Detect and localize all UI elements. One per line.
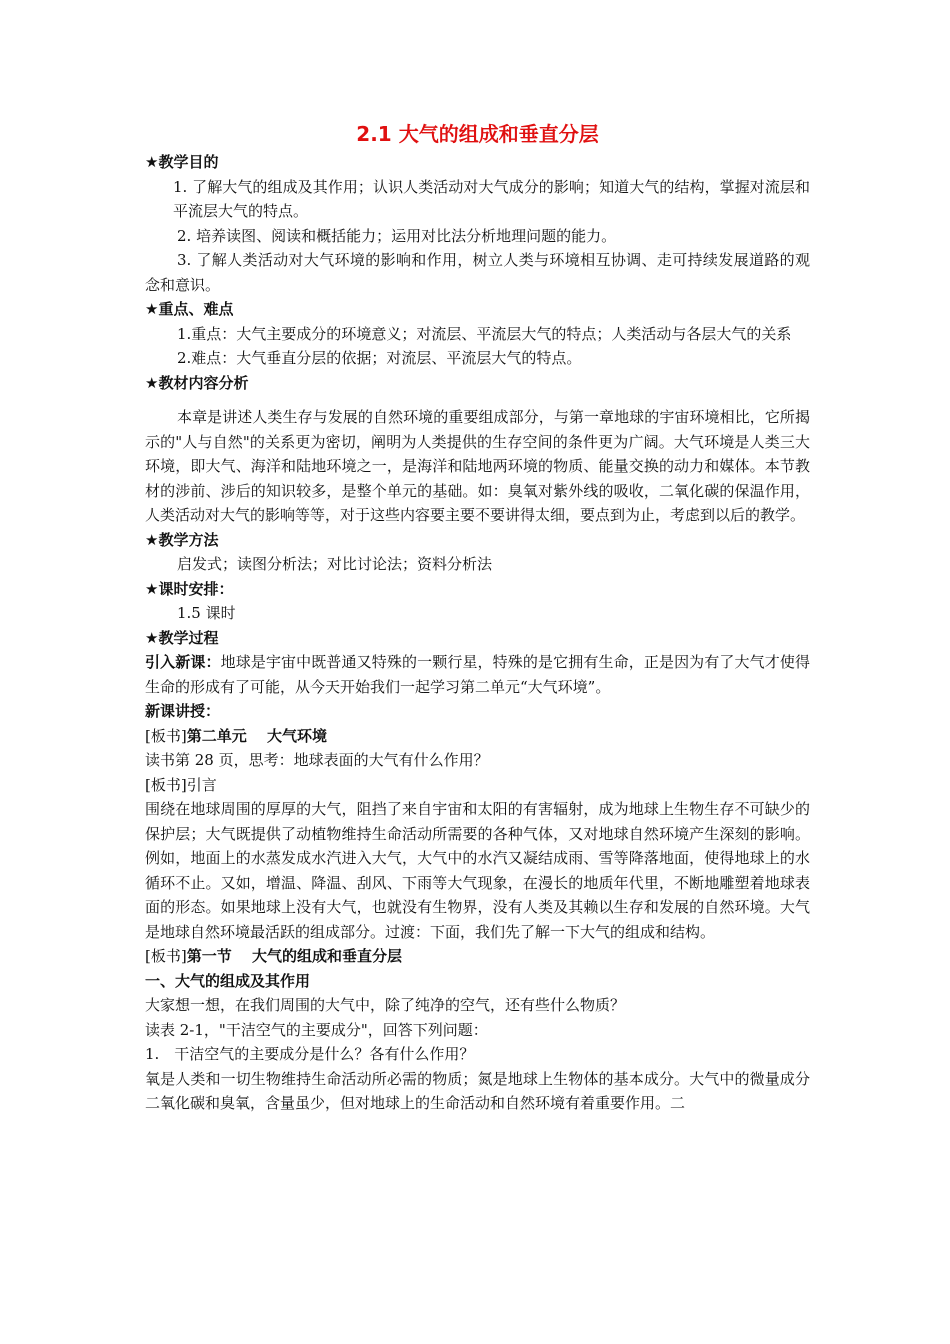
intro-paragraph-2: 围绕在地球周围的厚厚的大气，阻挡了来自宇宙和太阳的有害辐射，成为地球上生物生存不可缺少的保护层；大气既提供了动植物维持生命活动所需要的各种气体，又对地球自然环境产生深刻的影响。例如，地面上的水蒸发成水汽进入大气，大气中的水汽又凝结成雨、雪等降落地面，使得地球上的水循环不止。又如，增温、降温、刮风、下雨等大气现象，在漫长的地质年代里，不断地雕塑着地球表面的形态。如果地球上没有大气，也就没有生物界，没有人类及其赖以生存和发展的自然环境。大气是地球自然环境最活跃的组成部分。过渡：下面，我们先了解一下大气的组成和结构。 [145,800,810,941]
subsection-heading: 一、大气的组成及其作用 [145,971,311,990]
intro-text: 地球是宇宙中既普通又特殊的一颗行星，特殊的是它拥有生命，正是因为有了大气才使得生命的形成有了可能，从今天开始我们一起学习第二单元“大气环境”。 [145,653,810,696]
time-heading: ★课时安排： [145,579,234,598]
board-text: 第一节 大气的组成和垂直分层 [186,947,402,965]
read-instruction: 读书第 28 页，思考：地球表面的大气有什么作用？ [145,751,489,769]
process-heading: ★教学过程 [145,628,219,647]
board-line-3 [145,944,810,969]
method-text: 启发式；读图分析法；对比讨论法；资料分析法 [177,555,493,573]
board-text: 第二单元 大气环境 [186,726,327,745]
new-lesson-label: 新课讲授： [145,702,221,720]
document-title: 2.1 大气的组成和垂直分层 [356,122,599,146]
goals-heading: ★教学目的 [145,153,219,171]
goal-item: 3. 了解人类活动对大气环境的影响和作用，树立人类与环境相互协调、走可持续发展道路的观念和意识。 [145,251,810,294]
question-line: 大家想一想，在我们周围的大气中，除了纯净的空气，还有些什么物质？ [145,996,626,1014]
board-prefix: [板书] [145,726,187,745]
answer-paragraph: 氧是人类和一切生物维持生命活动所必需的物质；氮是地球上生物体的基本成分。大气中的微量成分二氧化碳和臭氧，含量虽少，但对地球上的生命活动和自然环境有着重要作用。二 [145,1069,810,1112]
goal-item: 2. 培养读图、阅读和概括能力；运用对比法分析地理问题的能力。 [177,226,617,245]
method-heading: ★教学方法 [145,530,219,549]
key-item: 2.难点：大气垂直分层的依据；对流层、平流层大气的特点。 [177,349,582,367]
question-line: 1. 干洁空气的主要成分是什么？各有什么作用？ [145,1045,475,1063]
goal-item: 1. 了解大气的组成及其作用；认识人类活动对大气成分的影响；知道大气的结构，掌握对流层和平流层大气的特点。 [173,177,810,220]
board-line-2: [板书]引言 [145,775,217,794]
analysis-paragraph: 本章是讲述人类生存与发展的自然环境的重要组成部分，与第一章地球的宇宙环境相比，它所揭示的"人与自然"的关系更为密切，阐明为人类提供的生存空间的条件更为广阔。大气环境是人类三大环境，即大气、海洋和陆地环境之一，是海洋和陆地两环境的物质、能量交换的动力和媒体。本节教材的涉前、涉后的知识较多，是整个单元的基础。如：臭氧对紫外线的吸收，二氧化碳的保温作用，人类活动对大气的影响等等，对于这些内容要主要不要讲得太细，要点到为止，考虑到以后的教学。 [145,408,810,524]
key-item: 1.重点：大气主要成分的环境意义；对流层、平流层大气的特点；人类活动与各层大气的关系 [177,324,792,343]
document-body [145,150,810,1116]
analysis-heading: ★教材内容分析 [145,373,249,392]
board-line-1 [145,724,810,749]
board-prefix: [板书] [145,947,187,965]
intro-paragraph [145,650,810,699]
question-line: 读表 2-1，"干洁空气的主要成分"，回答下列问题： [145,1020,488,1039]
intro-label: 引入新课： [145,653,221,671]
key-heading: ★重点、难点 [145,300,234,318]
time-text: 1.5 课时 [177,604,236,622]
